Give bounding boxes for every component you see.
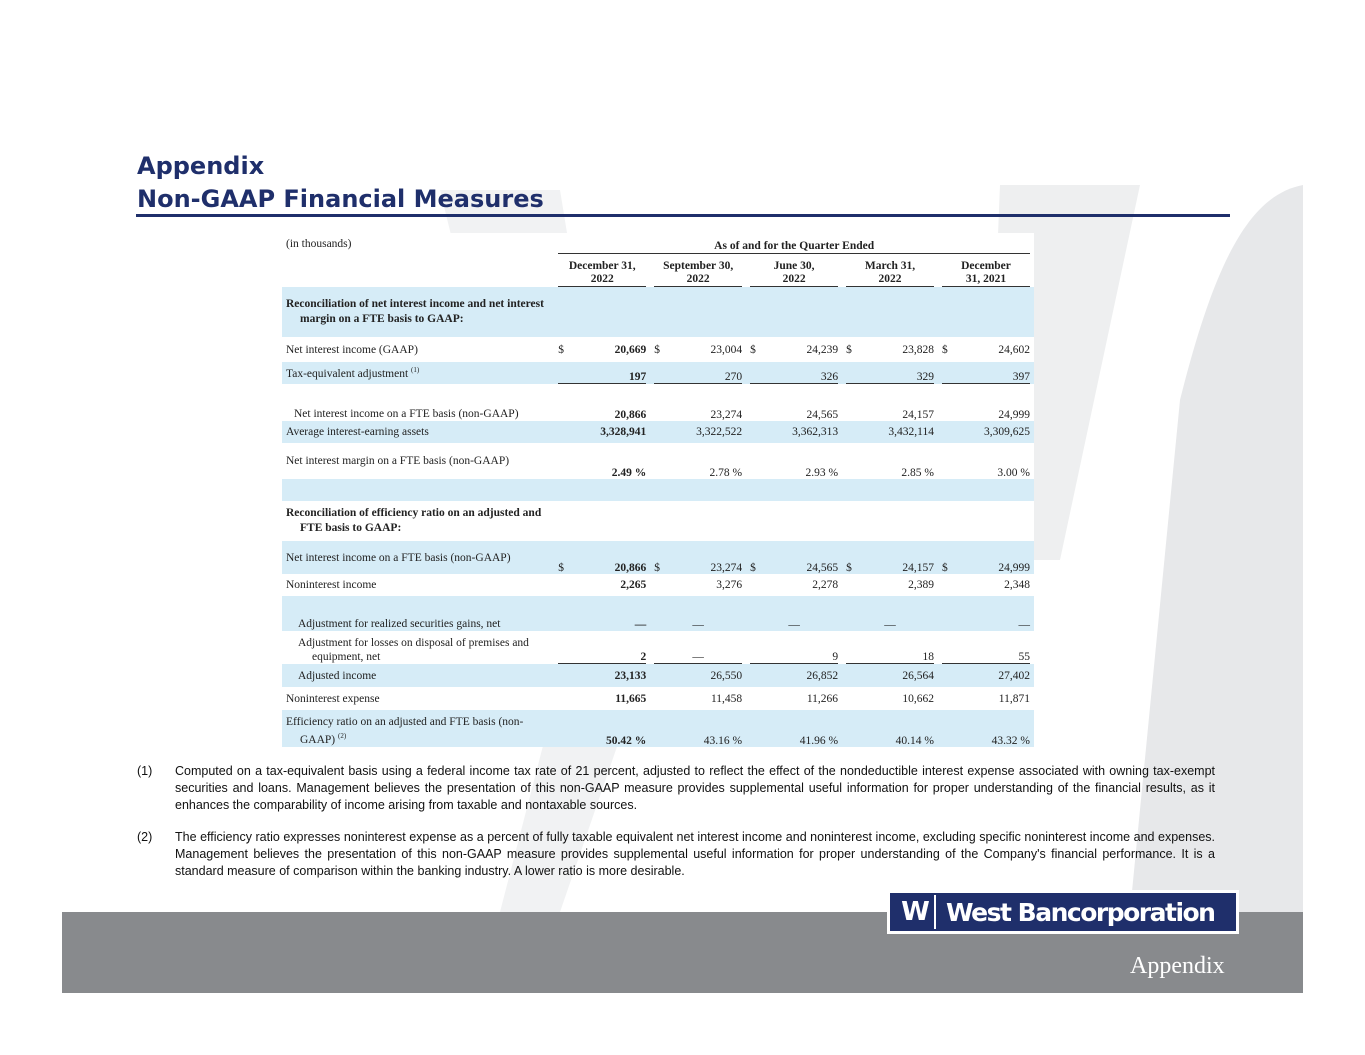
col-header-mar-2022 — [846, 260, 934, 287]
cell-value: 23,828 — [902, 343, 934, 356]
table-row — [282, 687, 1034, 710]
col-header-line: December 31, — [568, 260, 636, 272]
row-label: Average interest-earning assets — [282, 421, 554, 443]
cell-value: 24,157 — [902, 409, 934, 421]
table-row — [282, 664, 1034, 687]
col-header-jun-2022 — [750, 260, 838, 287]
col-header-line: September 30, — [663, 260, 734, 272]
cell-value: 397 — [942, 371, 1030, 384]
cell-value: 270 — [654, 371, 742, 384]
row-label: Net interest income (GAAP) — [286, 343, 418, 356]
table-row — [282, 631, 1034, 664]
cell-value: 24,999 — [998, 562, 1030, 574]
cell-value: 3,328,941 — [554, 421, 650, 443]
footnote-number: (1) — [137, 764, 153, 778]
cell-value: 9 — [750, 651, 838, 664]
cell-value: 27,402 — [938, 664, 1034, 687]
cell-value: 20,669 — [614, 343, 647, 356]
cell-value: 23,274 — [710, 409, 743, 421]
cell-value: — — [746, 596, 842, 631]
cell-value: 40.14 % — [842, 710, 938, 747]
col-header-line: 2022 — [782, 273, 806, 285]
row-label: Noninterest expense — [286, 692, 380, 705]
cell-value: 2 — [558, 651, 646, 664]
cell-value: 23,004 — [710, 343, 743, 356]
cell-value: 2.78 % — [709, 467, 743, 479]
section-title-nim: Reconciliation of net interest income and net interest margin on a FTE basis to GAAP: — [286, 298, 544, 325]
footnote-ref: (2) — [338, 732, 347, 741]
row-label: Net interest income on a FTE basis (non-GAAP) — [286, 551, 511, 564]
dollar-sign: $ — [654, 343, 660, 356]
dollar-sign: $ — [750, 343, 756, 356]
cell-value: 55 — [942, 651, 1030, 664]
cell-value: 2,389 — [908, 579, 934, 591]
dollar-sign: $ — [846, 343, 852, 356]
logo-text: West Bancorporation — [946, 897, 1215, 927]
title-line-appendix: Appendix — [137, 152, 265, 180]
row-label: Adjusted income — [282, 664, 554, 687]
page-title — [137, 150, 544, 216]
table-row — [282, 421, 1034, 443]
row-label: Noninterest income — [286, 579, 377, 591]
cell-value: 3,276 — [716, 579, 743, 591]
table-row — [282, 337, 1034, 362]
col-header-line: December — [961, 260, 1011, 272]
cell-value: 26,550 — [650, 664, 746, 687]
title-divider — [136, 214, 1230, 217]
cell-value: 26,564 — [842, 664, 938, 687]
col-header-line: 2022 — [590, 273, 614, 285]
cell-value: 23,133 — [554, 664, 650, 687]
dollar-sign: $ — [558, 343, 565, 356]
cell-value: 24,999 — [998, 409, 1030, 421]
row-label: Adjustment for realized securities gains, net — [298, 618, 501, 630]
cell-value: 3,322,522 — [650, 421, 746, 443]
logo-mark: W — [894, 895, 936, 929]
table-row — [282, 362, 1034, 384]
table-row — [282, 574, 1034, 596]
dollar-sign: $ — [846, 562, 852, 574]
row-label: Efficiency ratio on an adjusted and FTE basis (non-GAAP) — [286, 716, 524, 746]
cell-value: 20,866 — [614, 409, 647, 421]
col-header-line: March 31, — [864, 260, 916, 272]
section-title-efficiency: Reconciliation of efficiency ratio on an adjusted and FTE basis to GAAP: — [286, 507, 542, 534]
dollar-sign: $ — [558, 562, 565, 574]
cell-value: 2.49 % — [611, 467, 647, 479]
cell-value: 24,239 — [806, 343, 839, 356]
cell-value: — — [654, 651, 742, 664]
units-label: (in thousands) — [286, 238, 352, 250]
cell-value: 18 — [846, 651, 934, 664]
col-header-line: June 30, — [773, 260, 815, 272]
col-header-sep-2022 — [654, 260, 742, 287]
footnote-2 — [137, 829, 1215, 880]
company-logo — [887, 890, 1239, 934]
table-row — [282, 596, 1034, 631]
cell-value: — — [650, 596, 746, 631]
table-row — [282, 443, 1034, 479]
footnote-ref: (1) — [411, 366, 420, 375]
cell-value: 2.93 % — [805, 467, 839, 479]
cell-value: 11,871 — [998, 692, 1030, 705]
cell-value: 23,274 — [710, 562, 743, 574]
cell-value: 41.96 % — [746, 710, 842, 747]
row-label: Net interest margin on a FTE basis (non-GAAP) — [286, 455, 510, 467]
cell-value: 11,458 — [710, 692, 743, 705]
cell-value: 24,565 — [806, 409, 839, 421]
cell-value: 11,266 — [806, 692, 839, 705]
cell-value: — — [554, 596, 650, 631]
dollar-sign: $ — [941, 562, 948, 574]
dollar-sign: $ — [654, 562, 660, 574]
cell-value: 2.85 % — [901, 467, 934, 479]
table-row — [282, 710, 1034, 747]
cell-value: 50.42 % — [554, 710, 650, 747]
cell-value: 3,309,625 — [938, 421, 1034, 443]
cell-value: 20,866 — [614, 562, 647, 574]
title-line-nongaap: Non-GAAP Financial Measures — [137, 185, 544, 213]
col-header-line: 31, 2021 — [965, 273, 1007, 285]
dollar-sign: $ — [750, 562, 756, 574]
cell-value: 24,602 — [998, 343, 1030, 356]
row-label: Adjustment for losses on disposal of premises and equipment, net — [298, 637, 529, 663]
cell-value: 2,278 — [812, 579, 839, 591]
col-header-dec-2021 — [942, 260, 1030, 287]
row-label: Tax-equivalent adjustment — [286, 367, 409, 380]
group-header: As of and for the Quarter Ended — [558, 240, 1030, 254]
non-gaap-reconciliation-table — [282, 233, 1034, 747]
table-row — [282, 384, 1034, 421]
cell-value: 2,348 — [1004, 579, 1030, 591]
cell-value: 329 — [846, 371, 934, 384]
cell-value: 26,852 — [746, 664, 842, 687]
cell-value: 11,665 — [615, 692, 647, 705]
cell-value: — — [842, 596, 938, 631]
cell-value: 43.16 % — [650, 710, 746, 747]
footnotes — [137, 763, 1215, 895]
row-label: Net interest income on a FTE basis (non-GAAP) — [294, 408, 519, 420]
cell-value: 3,432,114 — [842, 421, 938, 443]
footnote-number: (2) — [137, 830, 153, 844]
footnote-text: Computed on a tax-equivalent basis using a federal income tax rate of 21 percent, adjusted to reflect the effect of the nondeductible interest expense associated with owning tax-exempt securities and loans. Management believes the presentation of this non-GAAP measure provides supplemental useful information for proper understanding of the financial results, as it enhances the comparability of income arising from taxable and nontaxable sources. — [175, 764, 1215, 812]
spacer-row — [282, 479, 1034, 501]
col-header-line: 2022 — [686, 273, 710, 285]
cell-value: — — [938, 596, 1034, 631]
cell-value: 326 — [750, 371, 838, 384]
cell-value: 24,565 — [806, 562, 839, 574]
footer-section-label: Appendix — [1130, 953, 1225, 979]
cell-value: 2,265 — [620, 579, 647, 591]
footnote-1 — [137, 763, 1215, 814]
financial-table-container — [282, 233, 1034, 747]
cell-value: 197 — [558, 371, 646, 384]
footnote-text: The efficiency ratio expresses noninterest expense as a percent of fully taxable equivalent net interest income and noninterest income, excluding specific noninterest income and expenses. Management believes the presentation of this non-GAAP measure provides supplemental useful information for proper understanding of the Company's financial performance. It is a standard measure of comparison within the banking industry. A lower ratio is more desirable. — [175, 830, 1215, 878]
cell-value: 3.00 % — [997, 467, 1030, 479]
table-row — [282, 541, 1034, 574]
dollar-sign: $ — [941, 343, 948, 356]
col-header-dec-2022 — [558, 260, 646, 287]
col-header-line: 2022 — [878, 273, 902, 285]
cell-value: 10,662 — [902, 692, 934, 705]
cell-value: 43.32 % — [938, 710, 1034, 747]
cell-value: 3,362,313 — [746, 421, 842, 443]
cell-value: 24,157 — [902, 562, 934, 574]
